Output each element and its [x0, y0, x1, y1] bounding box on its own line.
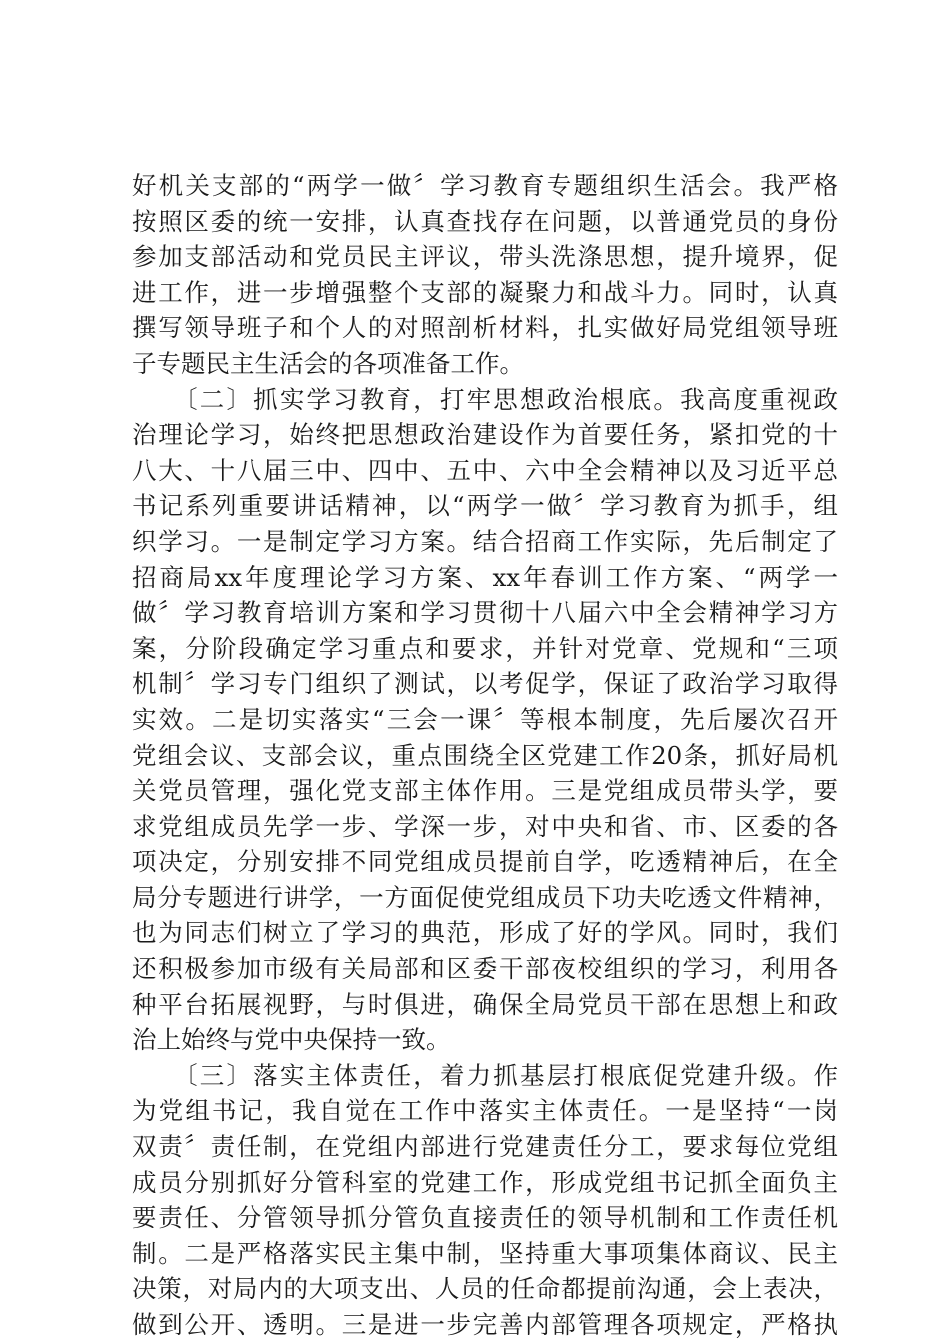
- text-line: 招商局xx年度理论学习方案、xx年春训工作方案、“两学一: [132, 562, 838, 592]
- text-line: 种平台拓展视野，与时俱进，确保全局党员干部在思想上和政: [132, 989, 838, 1019]
- text-line: 做〞学习教育培训方案和学习贯彻十八届六中全会精神学习方: [132, 598, 838, 628]
- text-line: 做到公开、透明。三是进一步完善内部管理各项规定，严格执: [132, 1310, 838, 1339]
- text-line: 八大、十八届三中、四中、五中、六中全会精神以及习近平总: [132, 455, 838, 485]
- text-line: 案，分阶段确定学习重点和要求，并针对党章、党规和“三项: [132, 633, 838, 663]
- paragraph-3: [132, 1058, 838, 1343]
- text-line: 参加支部活动和党员民主评议，带头洗涤思想，提升境界，促: [132, 242, 838, 272]
- text-line: 〔三〕落实主体责任，着力抓基层打根底促党建升级。作: [132, 1060, 838, 1090]
- text-line: 书记系列重要讲话精神，以“两学一做〞学习教育为抓手，组: [132, 491, 838, 521]
- text-line: 撰写领导班子和个人的对照剖析材料，扎实做好局党组领导班: [132, 313, 838, 343]
- text-line: 局分专题进行讲学，一方面促使党组成员下功夫吃透文件精神，: [132, 882, 838, 912]
- text-line: 也为同志们树立了学习的典范，形成了好的学风。同时，我们: [132, 918, 838, 948]
- text-line: 机制〞学习专门组织了测试，以考促学，保证了政治学习取得: [132, 669, 838, 699]
- text-line: 织学习。一是制定学习方案。结合招商工作实际，先后制定了: [132, 526, 838, 556]
- text-line: 项决定，分别安排不同党组成员提前自学，吃透精神后，在全: [132, 847, 838, 877]
- text-line: 求党组成员先学一步、学深一步，对中央和省、市、区委的各: [132, 811, 838, 841]
- text-line: 要责任、分管领导抓分管负直接责任的领导机制和工作责任机: [132, 1203, 838, 1233]
- text-line: 还积极参加市级有关局部和区委干部夜校组织的学习，利用各: [132, 954, 838, 984]
- text-line: 实效。二是切实落实“三会一课〞等根本制度，先后屡次召开: [132, 704, 838, 734]
- text-line: 为党组书记，我自觉在工作中落实主体责任。一是坚持“一岗: [132, 1096, 838, 1126]
- text-line: 治理论学习，始终把思想政治建设作为首要任务，紧扣党的十: [132, 420, 838, 450]
- text-line: 制。二是严格落实民主集中制，坚持重大事项集体商议、民主: [132, 1238, 838, 1268]
- text-line: 成员分别抓好分管科室的党建工作，形成党组书记抓全面负主: [132, 1167, 838, 1197]
- text-line: 党组会议、支部会议，重点围绕全区党建工作20条，抓好局机: [132, 740, 838, 770]
- document-body: [132, 168, 838, 1343]
- text-line: 关党员管理，强化党支部主体作用。三是党组成员带头学，要: [132, 776, 838, 806]
- text-line: 决策，对局内的大项支出、人员的任命都提前沟通，会上表决，: [132, 1274, 838, 1304]
- text-line: 按照区委的统一安排，认真查找存在问题，以普通党员的身份: [132, 206, 838, 236]
- text-line: 进工作，进一步增强整个支部的凝聚力和战斗力。同时，认真: [132, 277, 838, 307]
- text-line: 〔二〕抓实学习教育，打牢思想政治根底。我高度重视政: [132, 384, 838, 414]
- text-line: 双责〞责任制，在党组内部进行党建责任分工，要求每位党组: [132, 1132, 838, 1162]
- paragraph-1: [132, 168, 838, 382]
- text-line: 治上始终与党中央保持一致。: [132, 1025, 451, 1055]
- paragraph-2: [132, 382, 838, 1058]
- text-line: 好机关支部的“两学一做〞学习教育专题组织生活会。我严格: [132, 171, 838, 200]
- text-line: 子专题民主生活会的各项准备工作。: [132, 348, 524, 378]
